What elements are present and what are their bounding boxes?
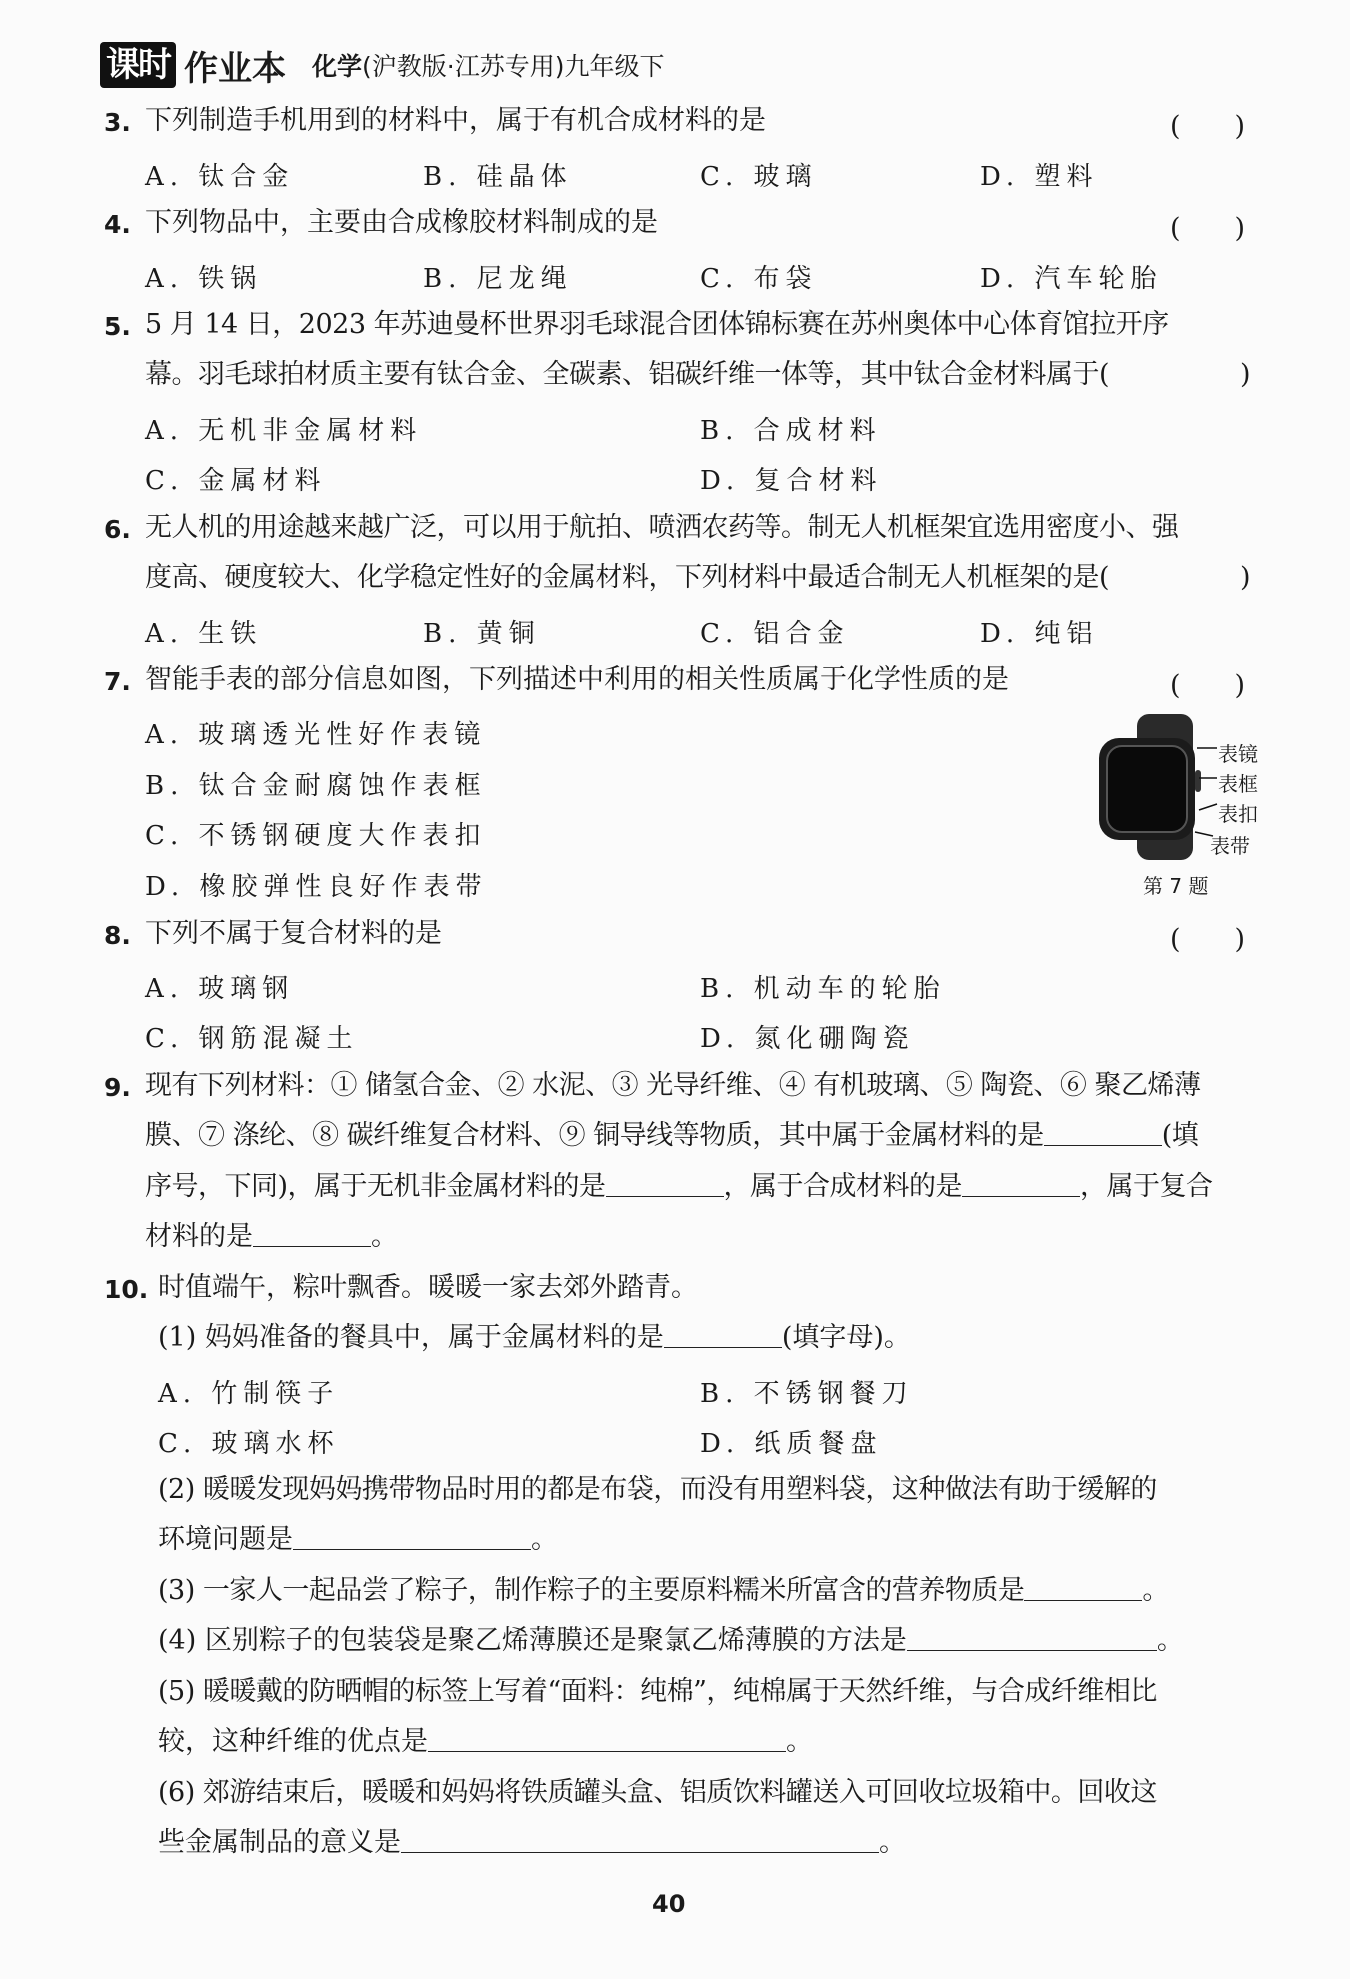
question-stem-line: 材料的是 。 bbox=[145, 1221, 398, 1252]
answer-blank[interactable] bbox=[1024, 1574, 1142, 1601]
option-a[interactable]: A. 竹制筷子 bbox=[158, 1379, 340, 1409]
sub-question-3: (3) 一家人一起品尝了粽子，制作粽子的主要原料糯米所富含的营养物质是 。 bbox=[158, 1575, 1169, 1606]
question-stem: 下列制造手机用到的材料中，属于有机合成材料的是 bbox=[145, 105, 766, 136]
answer-bracket[interactable]: ( ) bbox=[1170, 111, 1246, 142]
question-number: 8. bbox=[104, 921, 131, 950]
sub-question-5-cont: 较，这种纤维的优点是 。 bbox=[158, 1726, 813, 1757]
question-number: 10. bbox=[104, 1275, 149, 1304]
option-d[interactable]: D. 氮化硼陶瓷 bbox=[700, 1024, 915, 1054]
option-c[interactable]: C. 布袋 bbox=[700, 264, 818, 294]
question-number: 9. bbox=[104, 1073, 131, 1102]
brand-title: 作业本 bbox=[184, 48, 286, 89]
question-stem: 时值端午，粽叶飘香。暖暖一家去郊外踏青。 bbox=[158, 1272, 698, 1303]
question-stem-line: 序号，下同)，属于无机非金属材料的是 ，属于合成材料的是 ，属于复合 bbox=[145, 1171, 1213, 1202]
option-c[interactable]: C. 金属材料 bbox=[145, 466, 327, 496]
option-b[interactable]: B. 黄铜 bbox=[423, 619, 541, 649]
figure-label: 表镜 bbox=[1218, 742, 1258, 766]
answer-blank[interactable] bbox=[1044, 1119, 1162, 1146]
answer-blank[interactable] bbox=[606, 1170, 724, 1197]
option-c[interactable]: C. 不锈钢硬度大作表扣 bbox=[145, 821, 487, 851]
answer-blank[interactable] bbox=[401, 1826, 879, 1853]
question-number: 4. bbox=[104, 210, 131, 239]
question-number: 7. bbox=[104, 667, 131, 696]
figure-caption: 第 7 题 bbox=[1143, 874, 1209, 898]
answer-blank[interactable] bbox=[253, 1220, 371, 1247]
brand-logo: 课时 bbox=[100, 42, 176, 88]
page-number: 40 bbox=[652, 1890, 686, 1918]
figure-label: 表框 bbox=[1218, 772, 1258, 796]
sub-question-2-cont: 环境问题是 。 bbox=[158, 1524, 558, 1555]
answer-blank[interactable] bbox=[907, 1624, 1157, 1651]
figure-label: 表扣 bbox=[1218, 802, 1258, 826]
sub-question-5: (5) 暖暖戴的防晒帽的标签上写着“面料：纯棉”，纯棉属于天然纤维，与合成纤维相比 bbox=[158, 1676, 1157, 1707]
question-number: 3. bbox=[104, 108, 131, 137]
option-b[interactable]: B. 机动车的轮胎 bbox=[700, 974, 946, 1004]
option-a[interactable]: A. 钛合金 bbox=[145, 162, 295, 192]
figure-label: 表带 bbox=[1210, 834, 1250, 858]
question-stem-line: 膜、⑦ 涤纶、⑧ 碳纤维复合材料、⑨ 铜导线等物质，其中属于金属材料的是 (填 bbox=[145, 1120, 1199, 1151]
answer-bracket-end[interactable]: ) bbox=[1240, 359, 1251, 390]
question-stem-line: 幕。羽毛球拍材质主要有钛合金、全碳素、铝碳纤维一体等，其中钛合金材料属于( bbox=[145, 359, 1110, 390]
answer-bracket[interactable]: ( ) bbox=[1170, 924, 1246, 955]
option-d[interactable]: D. 塑料 bbox=[980, 162, 1099, 192]
option-a[interactable]: A. 玻璃钢 bbox=[145, 974, 295, 1004]
sub-question-2: (2) 暖暖发现妈妈携带物品时用的都是布袋，而没有用塑料袋，这种做法有助于缓解的 bbox=[158, 1474, 1157, 1505]
watch-crown bbox=[1195, 770, 1201, 792]
question-stem: 下列物品中，主要由合成橡胶材料制成的是 bbox=[145, 207, 658, 238]
sub-question-4: (4) 区别粽子的包装袋是聚乙烯薄膜还是聚氯乙烯薄膜的方法是 。 bbox=[158, 1625, 1184, 1656]
option-d[interactable]: D. 纸质餐盘 bbox=[700, 1429, 883, 1459]
sub-question-1: (1) 妈妈准备的餐具中，属于金属材料的是 (填字母)。 bbox=[158, 1322, 911, 1353]
answer-bracket[interactable]: ( ) bbox=[1170, 213, 1246, 244]
watch-screen bbox=[1107, 746, 1187, 832]
option-b[interactable]: B. 尼龙绳 bbox=[423, 264, 573, 294]
question-stem: 智能手表的部分信息如图，下列描述中利用的相关性质属于化学性质的是 bbox=[145, 664, 1009, 695]
sub-question-6-cont: 些金属制品的意义是 。 bbox=[158, 1827, 906, 1858]
option-b[interactable]: B. 不锈钢餐刀 bbox=[700, 1379, 914, 1409]
option-b[interactable]: B. 合成材料 bbox=[700, 416, 882, 446]
question-number: 6. bbox=[104, 515, 131, 544]
answer-blank[interactable] bbox=[428, 1725, 786, 1752]
question-stem-line: 现有下列材料：① 储氢合金、② 水泥、③ 光导纤维、④ 有机玻璃、⑤ 陶瓷、⑥ 聚乙烯薄 bbox=[145, 1070, 1201, 1101]
page-header bbox=[100, 40, 664, 90]
option-d[interactable]: D. 纯铝 bbox=[980, 619, 1099, 649]
option-a[interactable]: A. 生铁 bbox=[145, 619, 263, 649]
question-number: 5. bbox=[104, 312, 131, 341]
question-stem-line: 度高、硬度较大、化学稳定性好的金属材料，下列材料中最适合制无人机框架的是( bbox=[145, 562, 1110, 593]
subject-name: 化学 bbox=[312, 52, 363, 81]
answer-blank[interactable] bbox=[664, 1321, 782, 1348]
answer-blank[interactable] bbox=[293, 1523, 531, 1550]
option-c[interactable]: C. 铝合金 bbox=[700, 619, 850, 649]
option-b[interactable]: B. 硅晶体 bbox=[423, 162, 573, 192]
answer-bracket[interactable]: ( ) bbox=[1170, 670, 1246, 701]
option-a[interactable]: A. 无机非金属材料 bbox=[145, 416, 423, 446]
subject-title bbox=[312, 47, 664, 83]
sub-question-6: (6) 郊游结束后，暖暖和妈妈将铁质罐头盒、铝质饮料罐送入可回收垃圾箱中。回收这 bbox=[158, 1777, 1157, 1808]
option-d[interactable]: D. 复合材料 bbox=[700, 466, 883, 496]
option-c[interactable]: C. 玻璃水杯 bbox=[158, 1429, 340, 1459]
question-stem: 下列不属于复合材料的是 bbox=[145, 918, 442, 949]
option-b[interactable]: B. 钛合金耐腐蚀作表框 bbox=[145, 771, 487, 801]
subject-edition: (沪教版·江苏专用)九年级下 bbox=[362, 52, 665, 81]
question-stem-line: 无人机的用途越来越广泛，可以用于航拍、喷洒农药等。制无人机框架宜选用密度小、强 bbox=[145, 512, 1179, 543]
option-a[interactable]: A. 铁锅 bbox=[145, 264, 263, 294]
option-c[interactable]: C. 钢筋混凝土 bbox=[145, 1024, 359, 1054]
option-d[interactable]: D. 汽车轮胎 bbox=[980, 264, 1163, 294]
answer-bracket-end[interactable]: ) bbox=[1240, 562, 1251, 593]
answer-blank[interactable] bbox=[962, 1170, 1080, 1197]
option-a[interactable]: A. 玻璃透光性好作表镜 bbox=[145, 720, 487, 750]
option-d[interactable]: D. 橡胶弹性良好作表带 bbox=[145, 872, 488, 902]
option-c[interactable]: C. 玻璃 bbox=[700, 162, 818, 192]
question-stem-line: 5 月 14 日，2023 年苏迪曼杯世界羽毛球混合团体锦标赛在苏州奥体中心体育馆拉开序 bbox=[145, 309, 1169, 340]
